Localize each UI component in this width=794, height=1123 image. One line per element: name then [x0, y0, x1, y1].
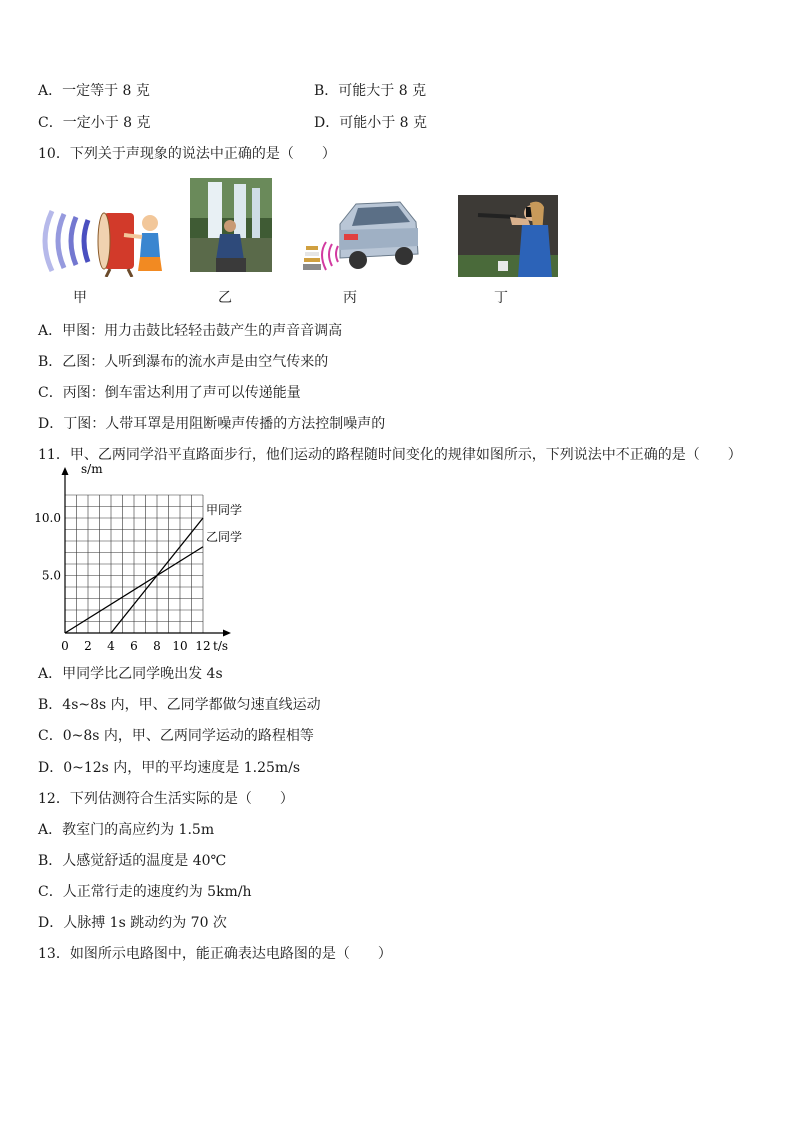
y-tick-label: 10.0 [34, 511, 61, 525]
waterfall-figure [190, 178, 272, 272]
x-tick-label: 4 [107, 639, 115, 653]
shooter-figure [458, 195, 558, 277]
q9-option-d: D．可能小于 8 克 [314, 115, 428, 131]
y-axis-label: s/m [81, 462, 103, 476]
x-tick-label: 10 [172, 639, 188, 653]
series-label-1: 甲同学 [206, 503, 243, 517]
drum-figure [40, 205, 170, 277]
q10-stem: 10．下列关于声现象的说法中正确的是（ ） [38, 146, 336, 162]
q10-option-b: B．乙图：人听到瀑布的流水声是由空气传来的 [38, 354, 329, 370]
caption-yi: 乙 [218, 290, 232, 306]
chart-grid [65, 495, 203, 633]
q10-option-c: C．丙图：倒车雷达利用了声可以传递能量 [38, 385, 301, 401]
series-label-2: 乙同学 [206, 529, 243, 544]
caption-jia: 甲 [73, 290, 87, 306]
q9-option-b: B．可能大于 8 克 [314, 83, 427, 99]
q12-option-c: C．人正常行走的速度约为 5km/h [38, 884, 252, 900]
q10-option-d: D．丁图：人带耳罩是用阻断噪声传播的方法控制噪声的 [38, 416, 386, 432]
q10-option-a: A．甲图：用力击鼓比轻轻击鼓产生的声音音调高 [38, 323, 343, 339]
q12-option-a: A．教室门的高应约为 1.5m [38, 822, 215, 838]
q9-option-c: C．一定小于 8 克 [38, 115, 151, 131]
x-tick-label: 6 [130, 639, 138, 653]
q11-stem: 11．甲、乙两同学沿平直路面步行，他们运动的路程随时间变化的规律如图所示，下列说法中不正确的是（ ） [38, 447, 742, 463]
q11-option-b: B．4s~8s 内，甲、乙同学都做匀速直线运动 [38, 697, 321, 713]
caption-ding: 丁 [494, 290, 508, 306]
q12-stem: 12．下列估测符合生活实际的是（ ） [38, 791, 294, 807]
x-tick-label: 2 [84, 639, 92, 653]
distance-time-chart [30, 462, 250, 654]
car-radar-figure [300, 196, 422, 278]
chart-axes [62, 467, 232, 637]
q12-option-d: D．人脉搏 1s 跳动约为 70 次 [38, 915, 227, 931]
q12-option-b: B．人感觉舒适的温度是 40℃ [38, 853, 227, 869]
y-tick-label: 5.0 [41, 568, 61, 583]
q13-stem: 13．如图所示电路图中，能正确表达电路图的是（ ） [38, 946, 392, 962]
q11-option-d: D．0~12s 内，甲的平均速度是 1.25m/s [38, 760, 301, 776]
caption-bing: 丙 [343, 290, 357, 306]
q11-option-c: C．0~8s 内，甲、乙两同学运动的路程相等 [38, 728, 314, 744]
x-tick-label: 0 [61, 639, 69, 653]
x-tick-label: 8 [153, 639, 161, 653]
q9-option-a: A．一定等于 8 克 [38, 83, 150, 99]
x-axis-label: t/s [213, 639, 229, 653]
q11-option-a: A．甲同学比乙同学晚出发 4s [38, 666, 223, 682]
x-tick-label: 12 [195, 639, 211, 653]
